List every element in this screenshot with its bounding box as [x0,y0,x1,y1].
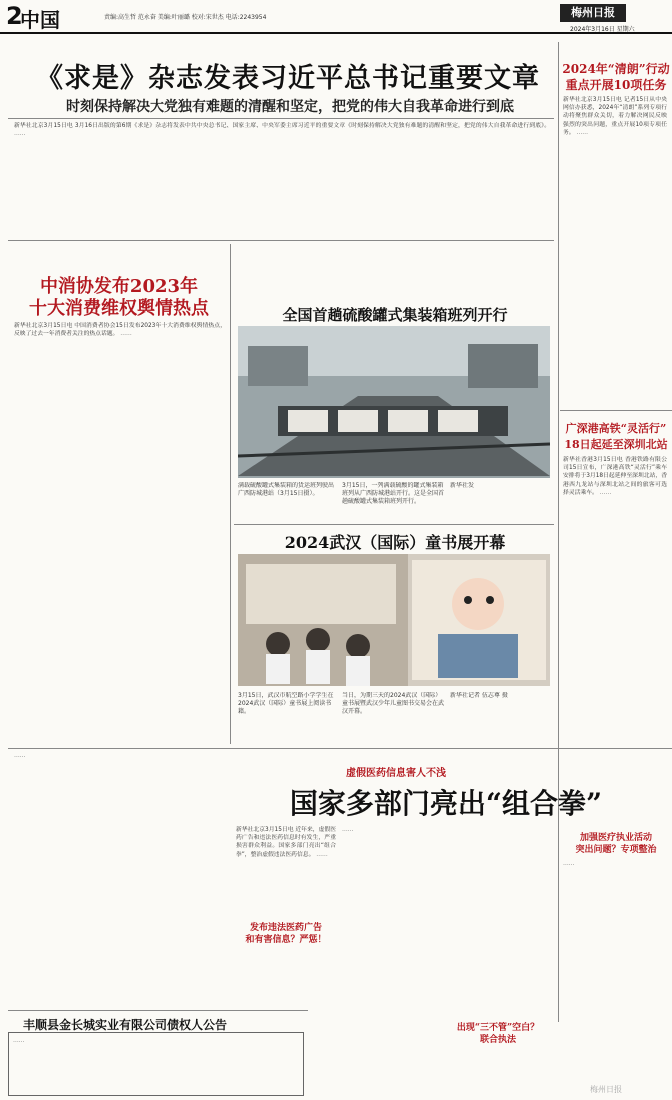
issue-date: 2024年3月16日 星期六 [570,26,635,33]
medical-more: …… [316,851,328,858]
train-caption-left: 满载硫酸罐式集装箱的货运班列驶出广西防城港站（3月15日摄）。 [238,482,335,497]
section-name: 中国 [20,8,60,32]
column-divider [558,42,559,1022]
side-top-title-1: 2024年“清朗”行动 [562,62,670,76]
consumer-title-1: 中消协发布2023年 [39,276,199,297]
side-top-body [563,96,667,404]
lead-intro: 新华社北京3月15日电 3月16日出版的第6期《求是》杂志将发表中共中央总书记、国家主席、中央军委主席习近平的重要文章《时刻保持解决大党独有难题的清醒和坚定，把党的伟大自我革命进行到底》。 [14,123,550,129]
train-photo [238,326,550,478]
ad-title: 丰顺县金长城实业有限公司债权人公告 [22,1018,227,1032]
bookfair-caption-mid: 当日，为期三天的2024武汉（国际）童书展暨武汉少年儿童图书交易会在武汉开幕。 [342,692,445,715]
consumer-body [14,322,226,742]
ad-body [13,1037,299,1093]
consumer-more: …… [120,331,132,338]
guangshen-title-2: 18日起延至深圳北站 [564,438,668,451]
lead-continued-text: …… [14,753,26,759]
guangshen-text: 新华社香港3月15日电 香港铁路有限公司15日宣布，广深港高铁“灵活行”乘车安排将于3月18日起延伸至深圳北站，香港西九龙站与深圳北站之间的旅客可选择灵活乘车。 [563,457,667,496]
medical-title: 国家多部门亮出“组合拳” [289,787,603,820]
bookfair-title: 2024武汉（国际）童书展开幕 [284,533,506,552]
ad-box [8,1032,304,1096]
ad-text: …… [13,1038,25,1044]
bookfair-photo-graphic [238,554,550,686]
divider [8,1010,308,1011]
bookfair-photo [238,554,550,686]
medical-side-title-1: 加强医疗执业活动 [579,833,652,843]
medical-text: 新华社北京3月15日电 近年来，虚假医药广告和违法医药信息时有发生，严重损害群众利益。国家多部门亮出“组合拳”，整治虚假违法医药信息。 [236,827,336,858]
divider [234,524,554,525]
divider [560,410,672,411]
medical-box2-title-2: 联合执法 [479,1035,516,1045]
guangshen-body [563,456,667,746]
newspaper-logo: 梅州日报 [560,4,626,22]
lead-headline: 《求是》杂志发表习近平总书记重要文章 [36,63,540,94]
divider [8,118,554,119]
medical-box1-title-2: 和有害信息？严惩！ [245,935,327,945]
editor-credits: 责编:高生哲 范永奋 美编:叶丽璐 校对:宋世杰 电话:2243954 [104,14,267,21]
train-caption-mid: 3月15日，一列满载硫酸的罐式集装箱班列从广西防城港站开行。这是全国首趟硫酸罐式集装箱班列开行。 [342,482,445,505]
guangshen-more: …… [599,489,612,496]
medical-side-body [563,860,667,1080]
consumer-title-2: 十大消费维权舆情热点 [29,298,209,319]
medical-side-title-2: 突出问题？专项整治 [575,845,657,855]
bookfair-caption-right: 新华社记者 伍志尊 摄 [450,692,508,699]
column-divider [230,244,231,744]
train-photo-graphic [238,326,550,478]
masthead [0,0,672,34]
side-top-more: …… [576,129,589,136]
divider [8,748,672,749]
side-top-title-2: 重点开展10项任务 [565,78,667,92]
guangshen-title-1: 广深港高铁“灵活行” [565,422,667,435]
side-top-text: 新华社北京3月15日电 记者15日从中央网信办获悉，2024年“清朗”系列专项行动将聚焦群众关切，着力解决网民反映强烈的突出问题，重点开展10项专项任务。 [563,97,667,136]
medical-box1-title-1: 发布违法医药广告 [249,923,322,933]
medical-side-text: …… [563,861,575,867]
medical-body [236,826,336,1006]
lead-body-text: …… [14,131,26,138]
lead-body [14,122,550,238]
lead-continued [14,752,226,1008]
lead-subheadline: 时刻保持解决大党独有难题的清醒和坚定，把党的伟大自我革命进行到底 [66,99,514,115]
medical-col2-text: …… [342,827,354,833]
watermark: 梅州日报 [590,1085,622,1094]
consumer-text: 新华社北京3月15日电 中国消费者协会15日发布2023年十大消费维权舆情热点，反映了过去一年消费者关注的热点话题。 [14,323,226,338]
medical-kicker: 虚假医药信息害人不浅 [346,768,446,779]
train-caption-right: 新华社发 [450,482,475,489]
train-title: 全国首趟硫酸罐式集装箱班列开行 [282,306,508,324]
page-number: 2 [6,2,23,30]
bookfair-caption-left: 3月15日，武汉市航空路小学学生在2024武汉（国际）童书展上阅读书籍。 [238,692,334,715]
medical-body-col2 [342,826,442,1006]
medical-box2-title-1: 出现“三不管”空白？ [456,1023,540,1033]
divider [8,240,554,241]
